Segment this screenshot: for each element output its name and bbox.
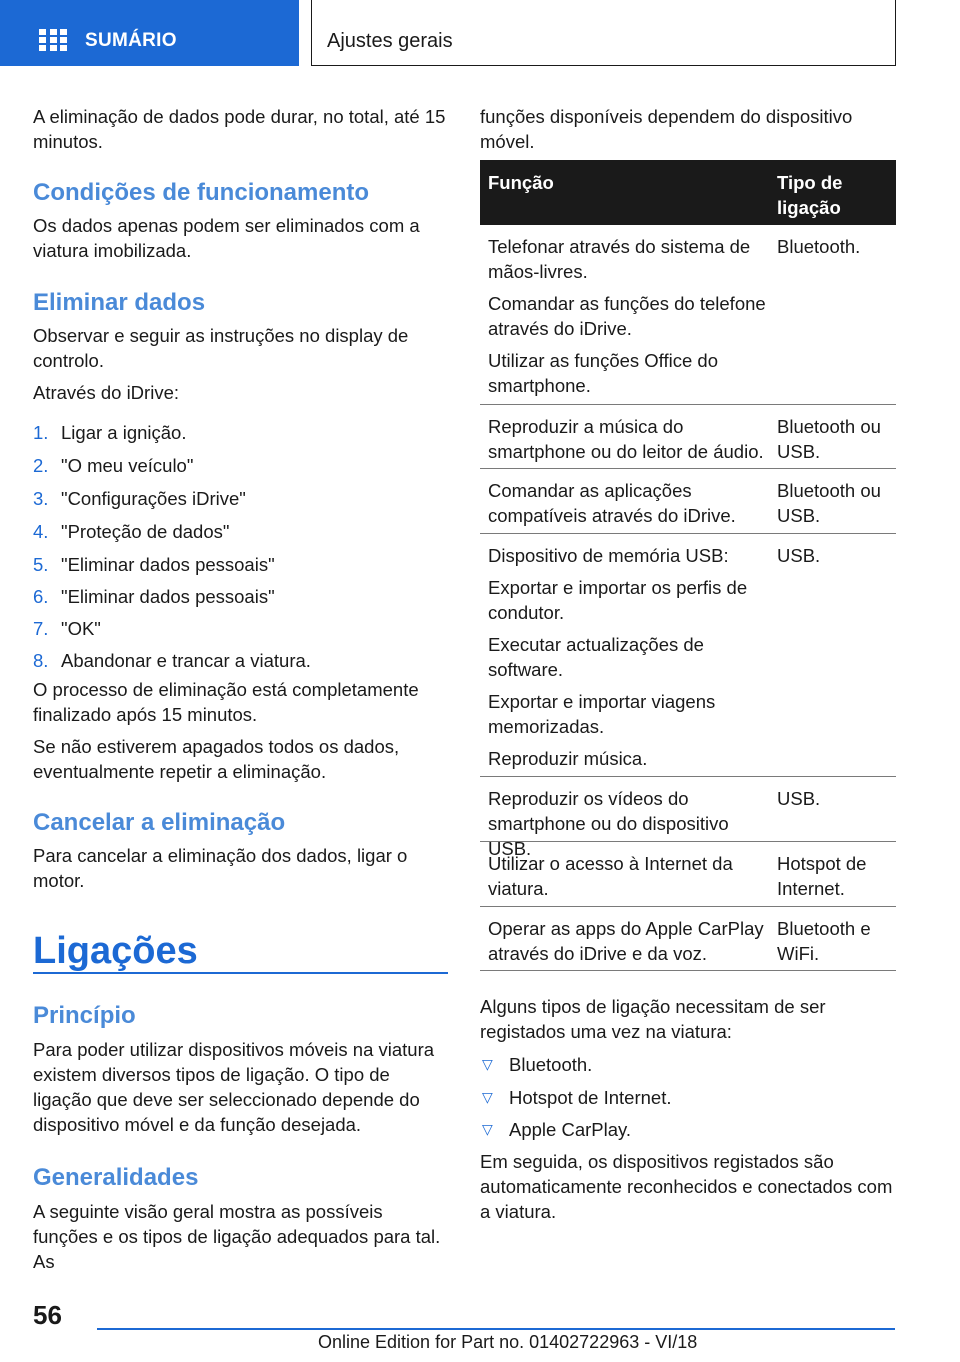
toc-button[interactable] [0,0,299,66]
triangle-bullet-icon: ▽ [482,1056,493,1072]
register-text: Alguns tipos de ligação necessitam de ser registados uma vez na viatura: [480,996,826,1042]
heading-connections: Ligações [33,930,198,972]
principle-text: Para poder utilizar dispositivos móveis na viatura existem diversos tipos de ligação. O tipo de ligação que deve ser seleccionado depende do dispositivo móvel e da função desejada. [33,1039,435,1135]
column-header-connection: Tipo de ligação [777,172,843,218]
heading-cancel: Cancelar a eliminação [33,809,286,836]
heading-rule [33,972,448,974]
final-text: Em seguida, os dispositivos registados são automaticamente reconhecidos e conectados com a viatura. [480,1151,893,1222]
grid-icon [39,29,67,53]
general-text: A seguinte visão geral mostra as possíveis funções e os tipos de ligação adequados para tal. As [33,1201,441,1272]
heading-general: Generalidades [33,1164,199,1191]
intro-text: A eliminação de dados pode durar, no total, até 15 minutos. [33,106,446,152]
list-item: 8. Abandonar e trancar a viatura. [33,650,311,671]
bullet-list [480,1052,896,1149]
column-header-function: Função [488,172,554,193]
footer-rule [97,1328,895,1330]
chapter-title: Ajustes gerais [327,30,453,52]
list-item: ▽ Apple CarPlay. [482,1119,632,1140]
toc-label: SUMÁRIO [85,30,177,51]
step-list [33,420,448,680]
table-row: Reproduzir a música do smartphone ou do leitor de áudio. Bluetooth ou USB. [480,405,896,469]
table-row: Dispositivo de memória USB: Exportar e importar os perfis de condutor. Executar actualizações de software. Exportar e importar viagens memorizadas. Reproduzir música. USB. [480,534,896,777]
heading-delete: Eliminar dados [33,289,206,316]
page-header [0,0,960,66]
table-row: Reproduzir os vídeos do smartphone ou do dispositivo USB. USB. [480,777,896,842]
table-row: Comandar as aplicações compatíveis através do iDrive. Bluetooth ou USB. [480,469,896,534]
continued-text: funções disponíveis dependem do dispositivo móvel. [480,106,853,152]
table-row: Telefonar através do sistema de mãos-livres. Comandar as funções do telefone através do iDrive. Utilizar as funções Office do smartphone. Bluetooth. [480,225,896,405]
list-item: 5. "Eliminar dados pessoais" [33,554,275,575]
page-number: 56 [33,1300,62,1330]
table-row: Utilizar o acesso à Internet da viatura. Hotspot de Internet. [480,842,896,907]
footer-edition: Online Edition for Part no. 01402722963 - VI/18 [318,1332,698,1352]
list-item: 4. "Proteção de dados" [33,521,230,542]
table-row: Operar as apps do Apple CarPlay através do iDrive e da voz. Bluetooth e WiFi. [480,907,896,971]
chapter-tab[interactable] [311,0,896,66]
function-table [480,160,896,971]
triangle-bullet-icon: ▽ [482,1121,493,1137]
list-item: 6. "Eliminar dados pessoais" [33,586,275,607]
list-item: ▽ Bluetooth. [482,1054,593,1075]
list-item: 7. "OK" [33,618,101,639]
cancel-text: Para cancelar a eliminação dos dados, ligar o motor. [33,845,408,891]
list-item: 3. "Configurações iDrive" [33,488,246,509]
heading-principle: Princípio [33,1002,136,1029]
after-text-2: Se não estiverem apagados todos os dados, eventualmente repetir a eliminação. [33,736,400,782]
conditions-text: Os dados apenas podem ser eliminados com a viatura imobilizada. [33,215,420,261]
list-item: 1. Ligar a ignição. [33,422,187,443]
delete-text-2: Através do iDrive: [33,382,179,403]
triangle-bullet-icon: ▽ [482,1089,493,1105]
table-header [480,160,896,225]
heading-conditions: Condições de funcionamento [33,179,370,206]
delete-text-1: Observar e seguir as instruções no display de controlo. [33,325,409,371]
after-text-1: O processo de eliminação está completamente finalizado após 15 minutos. [33,679,419,725]
list-item: ▽ Hotspot de Internet. [482,1087,672,1108]
list-item: 2. "O meu veículo" [33,455,194,476]
